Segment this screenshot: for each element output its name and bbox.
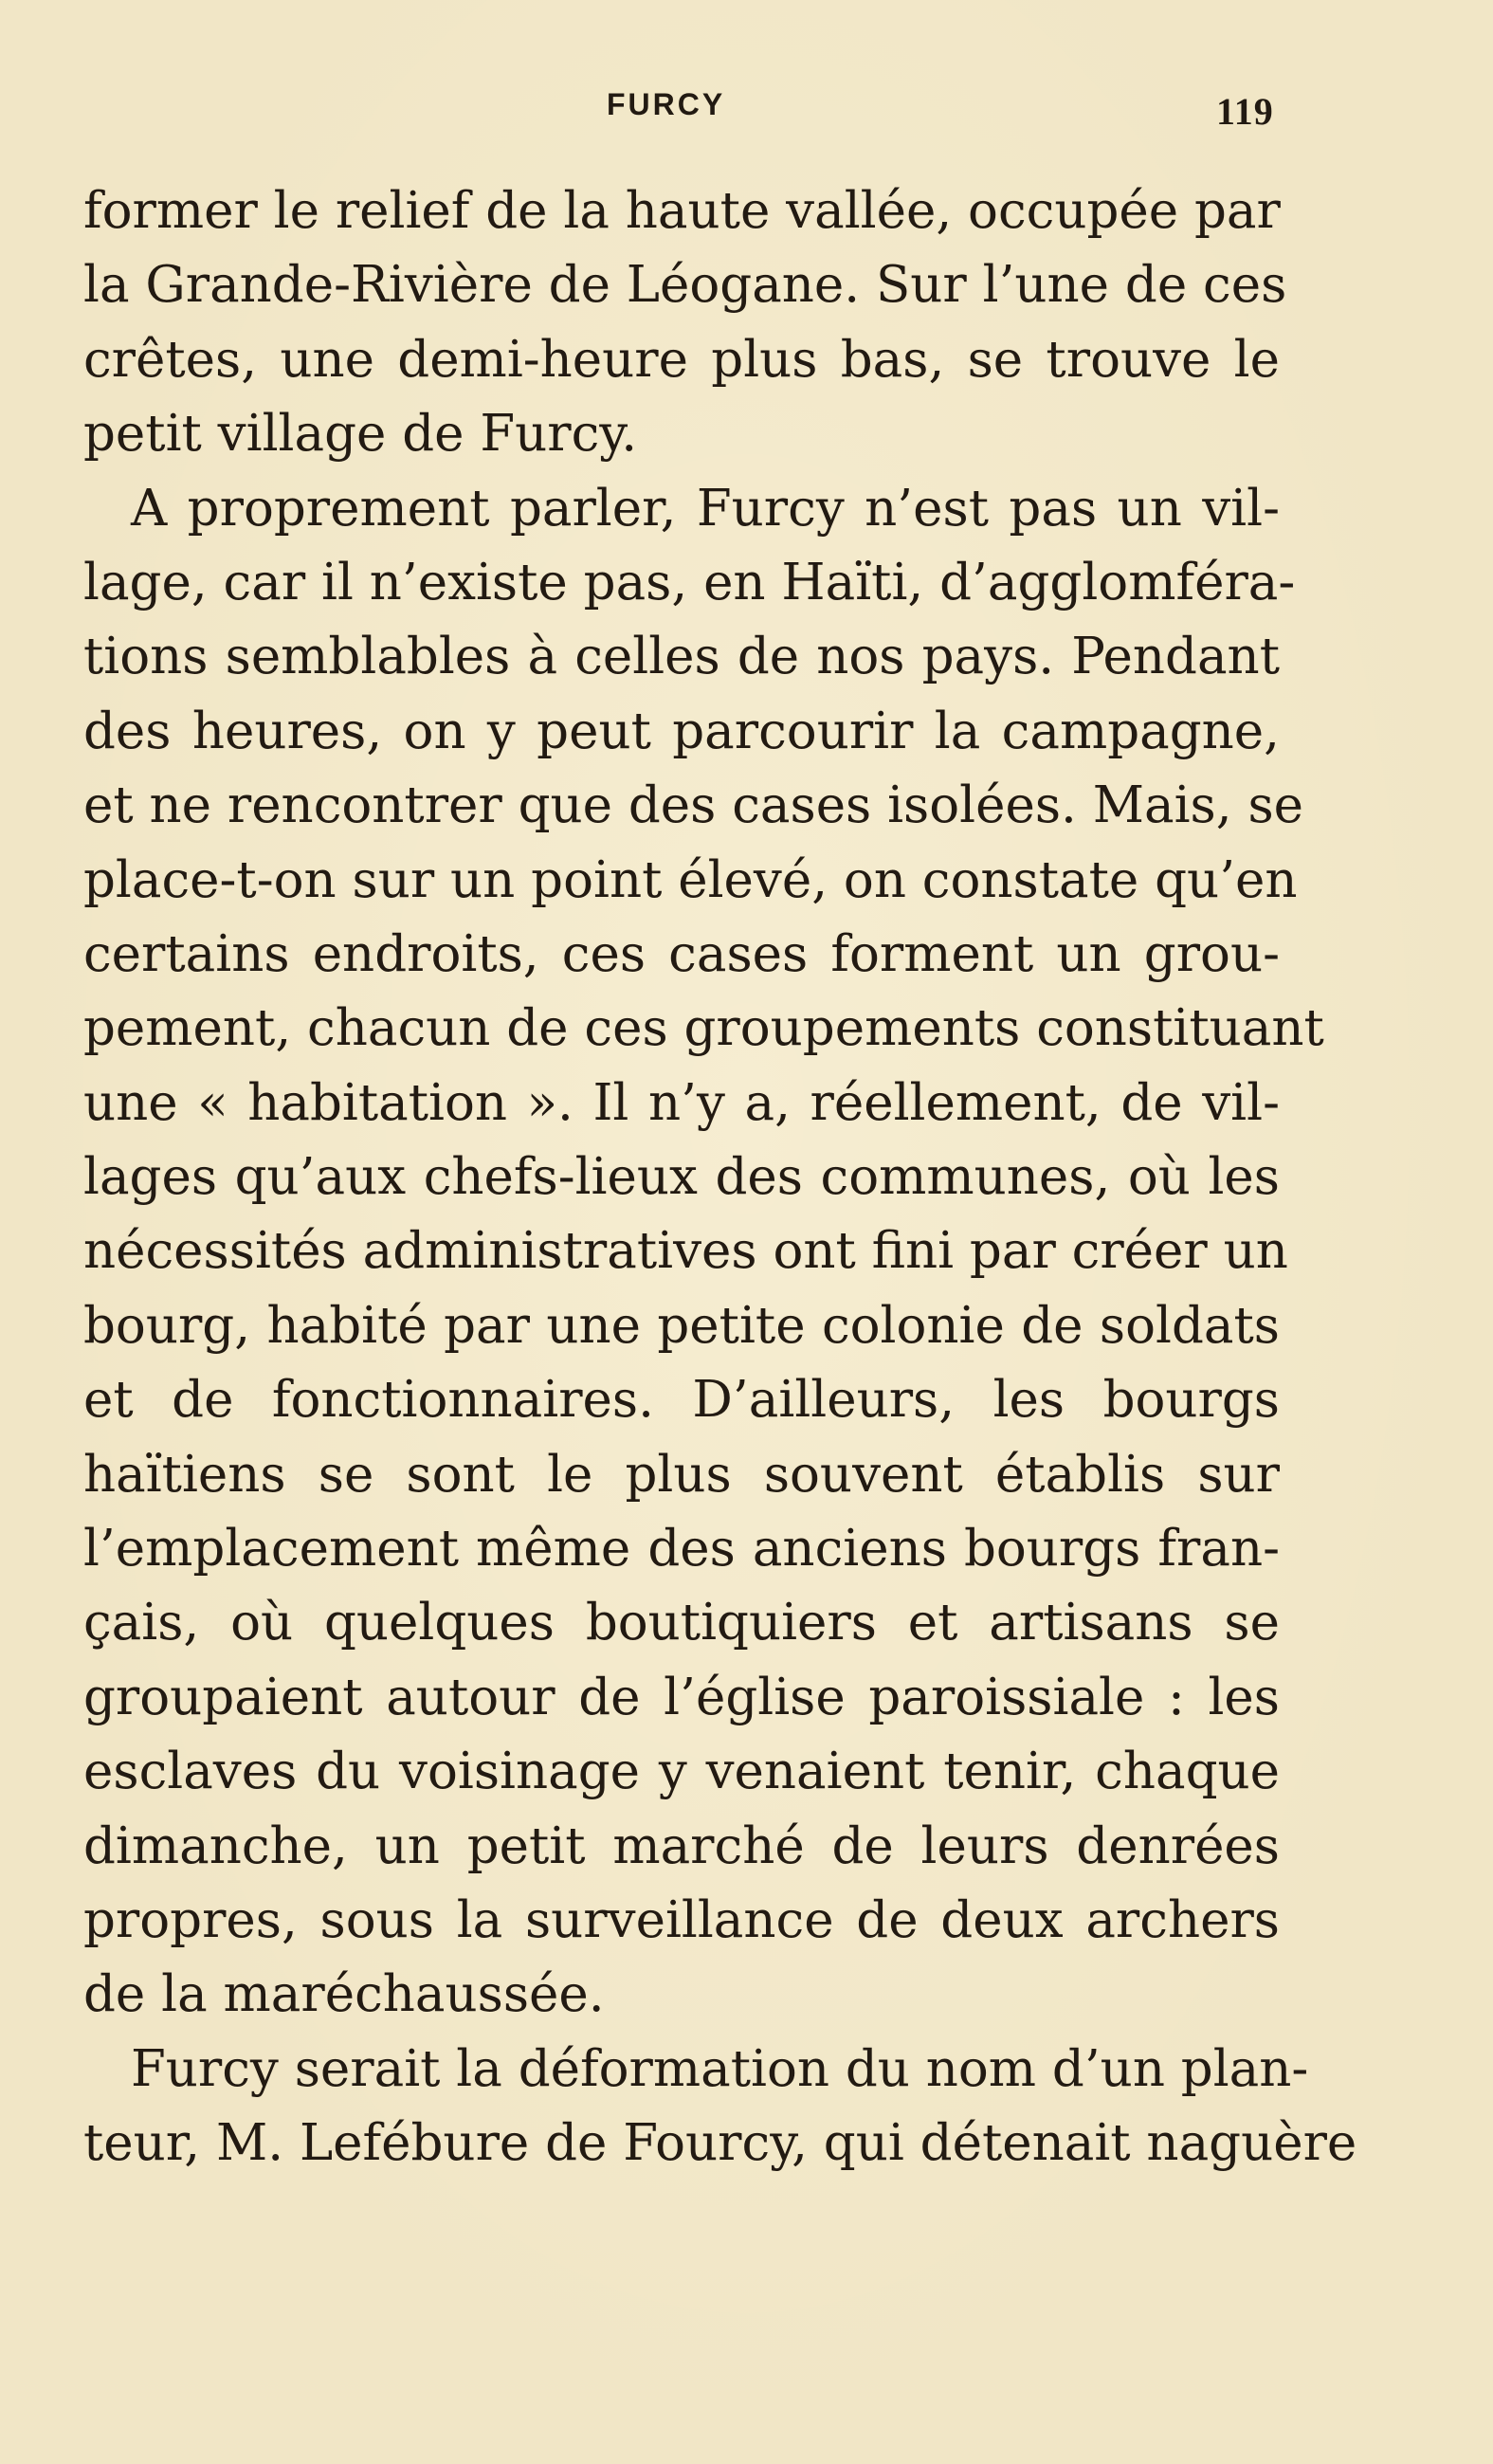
text-line: et ne rencontrer que des cases isolées. Mais, se — [83, 776, 1304, 835]
text-line: çais, où quelques boutiquiers et artisans se — [83, 1594, 1280, 1652]
paragraph-start-line: Furcy serait la déformation du nom d’un plan- — [131, 2039, 1309, 2098]
paragraph-start-line: A proprement parler, Furcy n’est pas un vil- — [131, 479, 1280, 538]
page-number: 119 — [1216, 90, 1274, 133]
text-line: dimanche, un petit marché de leurs denrées — [83, 1816, 1280, 1875]
text-line: pement, chacun de ces groupements constituant — [83, 999, 1324, 1058]
text-line: lage, car il n’existe pas, en Haïti, d’agglomféra- — [83, 553, 1296, 611]
text-line: propres, sous la surveillance de deux archers — [83, 1890, 1280, 1949]
running-head — [0, 87, 1493, 133]
text-line: petit village de Furcy. — [83, 405, 638, 464]
text-line: tions semblables à celles de nos pays. Pendant — [83, 628, 1280, 686]
text-line: nécessités administratives ont fini par créer un — [83, 1222, 1288, 1281]
text-line: teur, M. Lefébure de Fourcy, qui détenait naguère — [83, 2114, 1357, 2173]
text-line: lages qu’aux chefs-lieux des communes, où les — [83, 1148, 1280, 1207]
text-line: une « habitation ». Il n’y a, réellement, de vil- — [83, 1073, 1280, 1132]
running-title: FURCY — [607, 87, 726, 121]
body-text — [83, 174, 1357, 2181]
text-line: haïtiens se sont le plus souvent établis sur — [83, 1445, 1280, 1504]
text-line: former le relief de la haute vallée, occupée par — [83, 182, 1281, 240]
text-line: des heures, on y peut parcourir la campagne, — [83, 702, 1280, 760]
text-line: la Grande-Rivière de Léogane. Sur l’une de ces — [83, 256, 1287, 315]
text-line: groupaient autour de l’église paroissiale : les — [83, 1668, 1280, 1726]
text-line: et de fonctionnaires. D’ailleurs, les bourgs — [83, 1371, 1280, 1430]
text-line: crêtes, une demi-heure plus bas, se trouve le — [83, 330, 1280, 389]
text-line: certains endroits, ces cases forment un grou- — [83, 924, 1280, 983]
text-line: l’emplacement même des anciens bourgs fran- — [83, 1520, 1280, 1579]
text-line: esclaves du voisinage y venaient tenir, chaque — [83, 1743, 1280, 1801]
text-line: place-t-on sur un point élevé, on constate qu’en — [83, 850, 1298, 909]
text-line: de la maréchaussée. — [83, 1965, 605, 2024]
text-line: bourg, habité par une petite colonie de soldats — [83, 1296, 1280, 1355]
